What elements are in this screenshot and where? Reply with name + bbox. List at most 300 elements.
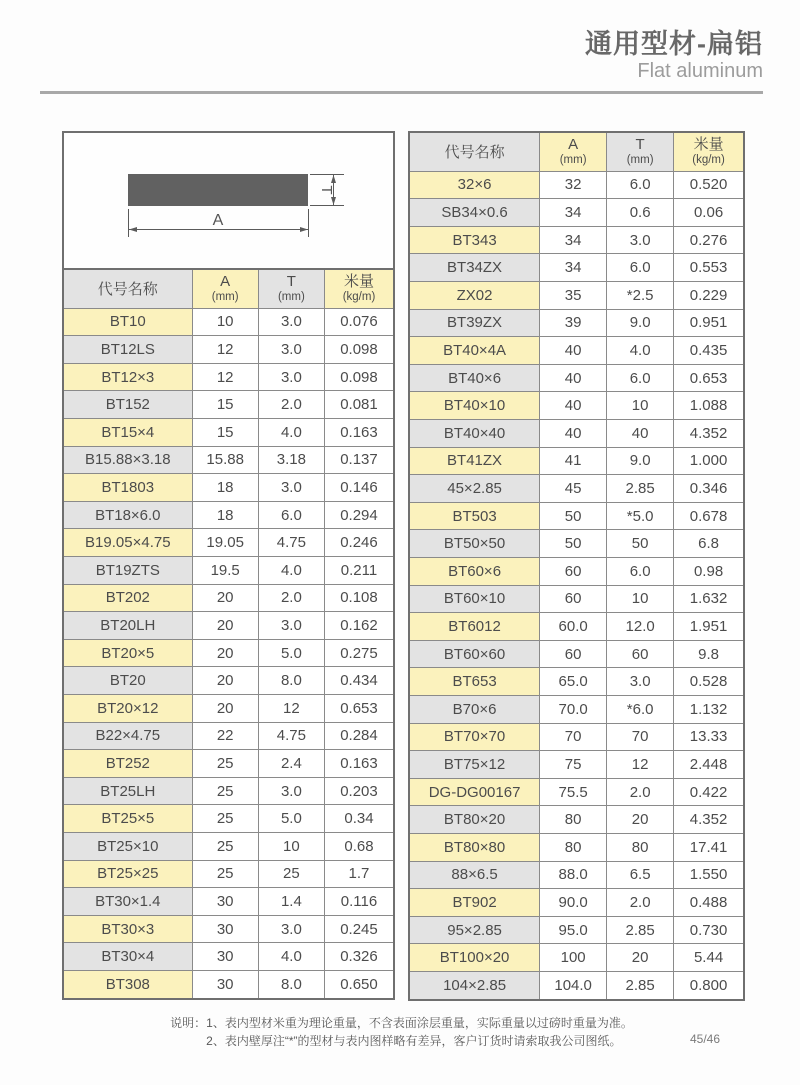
col-header-t: T (mm) (607, 132, 674, 172)
table-row (409, 806, 744, 834)
value-cell: 95.0 (540, 916, 607, 944)
value-cell: 0.229 (674, 282, 744, 310)
profile-code-cell: BT20×5 (63, 639, 192, 667)
value-cell: 15 (192, 391, 258, 419)
value-cell: 50 (540, 502, 607, 530)
value-cell: 0.098 (324, 363, 394, 391)
diagram-thickness-label: T (318, 185, 335, 195)
value-cell: 0.488 (674, 889, 744, 917)
value-cell: 0.678 (674, 502, 744, 530)
value-cell: 20 (192, 584, 258, 612)
profile-code-cell: BT20LH (63, 612, 192, 640)
value-cell: 2.0 (607, 889, 674, 917)
table-row (409, 530, 744, 558)
flat-bar-shape (128, 174, 308, 206)
profile-code-cell: BT80×80 (409, 833, 540, 861)
diagram-width-label: A (212, 211, 224, 229)
content-area (40, 131, 763, 1001)
value-cell: 18 (192, 501, 258, 529)
value-cell: 0.146 (324, 474, 394, 502)
value-cell: 18 (192, 474, 258, 502)
profile-code-cell: BT15×4 (63, 419, 192, 447)
value-cell: 3.0 (607, 226, 674, 254)
value-cell: 0.06 (674, 199, 744, 227)
value-cell: 80 (607, 833, 674, 861)
value-cell: 9.8 (674, 640, 744, 668)
profile-code-cell: B19.05×4.75 (63, 529, 192, 557)
value-cell: 4.75 (258, 529, 324, 557)
profile-code-cell: BT902 (409, 889, 540, 917)
value-cell: 5.0 (258, 639, 324, 667)
table-row (409, 558, 744, 586)
table-row (409, 282, 744, 310)
table-row (63, 970, 394, 998)
value-cell: 2.4 (258, 750, 324, 778)
value-cell: 25 (192, 750, 258, 778)
table-row (409, 751, 744, 779)
value-cell: 50 (607, 530, 674, 558)
value-cell: 88.0 (540, 861, 607, 889)
value-cell: 5.44 (674, 944, 744, 972)
value-cell: 20 (607, 806, 674, 834)
table-row (409, 944, 744, 972)
table-row (63, 750, 394, 778)
value-cell: 17.41 (674, 833, 744, 861)
spec-table-right-body (409, 171, 744, 999)
value-cell: 12 (192, 363, 258, 391)
value-cell: 20 (192, 667, 258, 695)
profile-code-cell: BT50×50 (409, 530, 540, 558)
profile-code-cell: BT25LH (63, 777, 192, 805)
table-row (409, 502, 744, 530)
value-cell: 3.0 (258, 915, 324, 943)
value-cell: 40 (607, 420, 674, 448)
value-cell: 70 (607, 723, 674, 751)
value-cell: 2.0 (258, 584, 324, 612)
profile-code-cell: BT19ZTS (63, 557, 192, 585)
profile-code-cell: BT12×3 (63, 363, 192, 391)
page-number: 45/46 (689, 1032, 720, 1046)
value-cell: 0.081 (324, 391, 394, 419)
value-cell: 40 (540, 337, 607, 365)
profile-code-cell: BT343 (409, 226, 540, 254)
value-cell: 6.0 (258, 501, 324, 529)
value-cell: 0.284 (324, 722, 394, 750)
col-header-meter-weight: 米量 (kg/m) (674, 132, 744, 172)
value-cell: 0.650 (324, 970, 394, 998)
col-header-meter-weight: 米量 (kg/m) (324, 269, 394, 309)
table-row (409, 309, 744, 337)
profile-code-cell: SB34×0.6 (409, 199, 540, 227)
value-cell: 0.108 (324, 584, 394, 612)
table-row (409, 475, 744, 503)
value-cell: 15 (192, 419, 258, 447)
value-cell: 20 (607, 944, 674, 972)
profile-code-cell: BT60×60 (409, 640, 540, 668)
value-cell: 4.0 (607, 337, 674, 365)
profile-code-cell: BT60×6 (409, 558, 540, 586)
value-cell: 40 (540, 364, 607, 392)
profile-code-cell: BT40×4A (409, 337, 540, 365)
value-cell: 25 (192, 860, 258, 888)
table-row (63, 363, 394, 391)
table-row (409, 585, 744, 613)
value-cell: 0.98 (674, 558, 744, 586)
value-cell: 20 (192, 612, 258, 640)
value-cell: 70 (540, 723, 607, 751)
value-cell: 0.326 (324, 943, 394, 971)
value-cell: 60 (540, 640, 607, 668)
value-cell: 80 (540, 806, 607, 834)
profile-code-cell: BT12LS (63, 336, 192, 364)
col-header-code: 代号名称 (63, 269, 192, 309)
profile-code-cell: BT40×10 (409, 392, 540, 420)
value-cell: 1.132 (674, 695, 744, 723)
profile-code-cell: BT202 (63, 584, 192, 612)
value-cell: 25 (258, 860, 324, 888)
value-cell: 12 (258, 695, 324, 723)
value-cell: 9.0 (607, 309, 674, 337)
value-cell: 10 (607, 585, 674, 613)
table-row (63, 832, 394, 860)
value-cell: 1.550 (674, 861, 744, 889)
value-cell: 5.0 (258, 805, 324, 833)
value-cell: 104.0 (540, 971, 607, 999)
table-row (63, 446, 394, 474)
table-row (409, 833, 744, 861)
right-column (408, 131, 745, 1001)
value-cell: 100 (540, 944, 607, 972)
table-row (409, 723, 744, 751)
profile-code-cell: DG-DG00167 (409, 778, 540, 806)
value-cell: 0.162 (324, 612, 394, 640)
value-cell: 35 (540, 282, 607, 310)
value-cell: 0.653 (674, 364, 744, 392)
col-header-t: T (mm) (258, 269, 324, 309)
spec-table-left (62, 268, 395, 1000)
table-row (409, 254, 744, 282)
table-row (409, 226, 744, 254)
value-cell: 0.076 (324, 308, 394, 336)
value-cell: 70.0 (540, 695, 607, 723)
table-row (63, 639, 394, 667)
value-cell: 15.88 (192, 446, 258, 474)
value-cell: 32 (540, 171, 607, 199)
value-cell: 12.0 (607, 613, 674, 641)
value-cell: 3.0 (258, 474, 324, 502)
value-cell: 1.4 (258, 888, 324, 916)
note-line-1: 说明：1、表内型材米重为理论重量，不含表面涂层重量，实际重量以过磅时重量为准。 (170, 1015, 633, 1030)
value-cell: *5.0 (607, 502, 674, 530)
table-row (409, 971, 744, 999)
value-cell: 0.275 (324, 639, 394, 667)
value-cell: 0.553 (674, 254, 744, 282)
profile-code-cell: 88×6.5 (409, 861, 540, 889)
value-cell: 3.0 (258, 336, 324, 364)
left-column (62, 131, 395, 1000)
table-row (409, 640, 744, 668)
col-header-a: A (mm) (192, 269, 258, 309)
profile-code-cell: 45×2.85 (409, 475, 540, 503)
value-cell: 6.8 (674, 530, 744, 558)
value-cell: 6.0 (607, 558, 674, 586)
profile-code-cell: BT308 (63, 970, 192, 998)
value-cell: 0.245 (324, 915, 394, 943)
value-cell: 60 (540, 585, 607, 613)
table-row (63, 419, 394, 447)
value-cell: 0.520 (674, 171, 744, 199)
value-cell: 6.0 (607, 254, 674, 282)
value-cell: 0.68 (324, 832, 394, 860)
profile-code-cell: BT252 (63, 750, 192, 778)
value-cell: 0.246 (324, 529, 394, 557)
value-cell: 19.5 (192, 557, 258, 585)
profile-code-cell: BT60×10 (409, 585, 540, 613)
value-cell: 4.75 (258, 722, 324, 750)
profile-code-cell: BT70×70 (409, 723, 540, 751)
value-cell: 50 (540, 530, 607, 558)
value-cell: 1.632 (674, 585, 744, 613)
value-cell: 0.211 (324, 557, 394, 585)
value-cell: 30 (192, 915, 258, 943)
value-cell: 40 (540, 392, 607, 420)
value-cell: 8.0 (258, 667, 324, 695)
value-cell: 0.163 (324, 419, 394, 447)
value-cell: 3.0 (258, 777, 324, 805)
value-cell: 3.18 (258, 446, 324, 474)
profile-code-cell: 32×6 (409, 171, 540, 199)
profile-code-cell: BT20 (63, 667, 192, 695)
table-row (63, 529, 394, 557)
profile-code-cell: BT25×10 (63, 832, 192, 860)
profile-code-cell: B15.88×3.18 (63, 446, 192, 474)
value-cell: 3.0 (607, 668, 674, 696)
page-subtitle: Flat aluminum (637, 59, 763, 82)
value-cell: 3.0 (258, 363, 324, 391)
profile-cross-section-diagram (62, 131, 395, 268)
table-row (63, 888, 394, 916)
value-cell: 22 (192, 722, 258, 750)
value-cell: 0.346 (674, 475, 744, 503)
table-row (409, 420, 744, 448)
value-cell: 6.0 (607, 171, 674, 199)
value-cell: 6.5 (607, 861, 674, 889)
flat-bar-drawing (64, 133, 393, 268)
value-cell: 30 (192, 888, 258, 916)
value-cell: 2.448 (674, 751, 744, 779)
note-line-2: 2、表内壁厚注“*”的型材与表内图样略有差异，客户订货时请索取我公司图纸。 (206, 1034, 622, 1049)
table-row (409, 695, 744, 723)
table-row (409, 668, 744, 696)
value-cell: 0.098 (324, 336, 394, 364)
value-cell: 1.951 (674, 613, 744, 641)
profile-code-cell: BT30×4 (63, 943, 192, 971)
profile-code-cell: B70×6 (409, 695, 540, 723)
value-cell: 10 (258, 832, 324, 860)
profile-code-cell: BT10 (63, 308, 192, 336)
value-cell: 4.352 (674, 420, 744, 448)
value-cell: 30 (192, 943, 258, 971)
value-cell: 39 (540, 309, 607, 337)
header-row (63, 269, 394, 309)
value-cell: 80 (540, 833, 607, 861)
value-cell: 90.0 (540, 889, 607, 917)
value-cell: 0.34 (324, 805, 394, 833)
profile-code-cell: BT20×12 (63, 695, 192, 723)
value-cell: 4.0 (258, 557, 324, 585)
value-cell: 40 (540, 420, 607, 448)
page-title: 通用型材-扁铝 (585, 29, 763, 59)
table-row (63, 584, 394, 612)
table-row (409, 861, 744, 889)
table-row (409, 916, 744, 944)
value-cell: 65.0 (540, 668, 607, 696)
profile-code-cell: BT30×1.4 (63, 888, 192, 916)
table-row (409, 199, 744, 227)
value-cell: 0.203 (324, 777, 394, 805)
table-row (63, 805, 394, 833)
value-cell: 2.85 (607, 916, 674, 944)
table-row (409, 337, 744, 365)
value-cell: 1.7 (324, 860, 394, 888)
profile-code-cell: BT503 (409, 502, 540, 530)
value-cell: 30 (192, 970, 258, 998)
value-cell: 25 (192, 805, 258, 833)
profile-code-cell: ZX02 (409, 282, 540, 310)
value-cell: 34 (540, 254, 607, 282)
value-cell: 0.653 (324, 695, 394, 723)
value-cell: 0.435 (674, 337, 744, 365)
value-cell: 0.951 (674, 309, 744, 337)
profile-code-cell: B22×4.75 (63, 722, 192, 750)
table-row (63, 667, 394, 695)
value-cell: 0.276 (674, 226, 744, 254)
value-cell: 6.0 (607, 364, 674, 392)
profile-code-cell: 104×2.85 (409, 971, 540, 999)
profile-code-cell: BT40×40 (409, 420, 540, 448)
value-cell: 12 (607, 751, 674, 779)
table-row (409, 889, 744, 917)
table-row (63, 501, 394, 529)
value-cell: 12 (192, 336, 258, 364)
profile-code-cell: BT25×25 (63, 860, 192, 888)
value-cell: 9.0 (607, 447, 674, 475)
value-cell: 2.85 (607, 971, 674, 999)
profile-code-cell: BT1803 (63, 474, 192, 502)
value-cell: 0.163 (324, 750, 394, 778)
table-row (63, 915, 394, 943)
value-cell: 20 (192, 639, 258, 667)
profile-code-cell: BT30×3 (63, 915, 192, 943)
profile-code-cell: 95×2.85 (409, 916, 540, 944)
notes (170, 1014, 633, 1051)
value-cell: 0.422 (674, 778, 744, 806)
value-cell: 34 (540, 226, 607, 254)
value-cell: 34 (540, 199, 607, 227)
table-row (409, 613, 744, 641)
value-cell: 4.0 (258, 943, 324, 971)
table-row (63, 391, 394, 419)
value-cell: 4.0 (258, 419, 324, 447)
profile-code-cell: BT18×6.0 (63, 501, 192, 529)
table-row (63, 722, 394, 750)
value-cell: 13.33 (674, 723, 744, 751)
value-cell: 0.137 (324, 446, 394, 474)
value-cell: 75.5 (540, 778, 607, 806)
value-cell: 0.730 (674, 916, 744, 944)
table-row (409, 447, 744, 475)
profile-code-cell: BT34ZX (409, 254, 540, 282)
value-cell: 0.434 (324, 667, 394, 695)
value-cell: 60 (540, 558, 607, 586)
table-row (63, 612, 394, 640)
table-row (409, 364, 744, 392)
value-cell: 3.0 (258, 308, 324, 336)
col-header-a: A (mm) (540, 132, 607, 172)
value-cell: 2.0 (607, 778, 674, 806)
table-row (63, 308, 394, 336)
table-row (409, 392, 744, 420)
value-cell: 0.6 (607, 199, 674, 227)
value-cell: 25 (192, 777, 258, 805)
value-cell: 41 (540, 447, 607, 475)
table-row (409, 171, 744, 199)
value-cell: 3.0 (258, 612, 324, 640)
table-row (63, 943, 394, 971)
value-cell: 0.528 (674, 668, 744, 696)
table-row (63, 336, 394, 364)
col-header-code: 代号名称 (409, 132, 540, 172)
value-cell: 10 (192, 308, 258, 336)
table-row (63, 860, 394, 888)
profile-code-cell: BT39ZX (409, 309, 540, 337)
value-cell: 20 (192, 695, 258, 723)
value-cell: 45 (540, 475, 607, 503)
value-cell: 19.05 (192, 529, 258, 557)
value-cell: 0.294 (324, 501, 394, 529)
value-cell: 10 (607, 392, 674, 420)
value-cell: 4.352 (674, 806, 744, 834)
value-cell: 1.000 (674, 447, 744, 475)
value-cell: 60.0 (540, 613, 607, 641)
table-row (63, 474, 394, 502)
value-cell: 0.800 (674, 971, 744, 999)
value-cell: 75 (540, 751, 607, 779)
spec-table-left-body (63, 308, 394, 998)
value-cell: 2.85 (607, 475, 674, 503)
value-cell: 1.088 (674, 392, 744, 420)
profile-code-cell: BT75×12 (409, 751, 540, 779)
profile-code-cell: BT6012 (409, 613, 540, 641)
table-row (63, 557, 394, 585)
table-row (63, 695, 394, 723)
spec-table-right (408, 131, 745, 1001)
profile-code-cell: BT41ZX (409, 447, 540, 475)
profile-code-cell: BT152 (63, 391, 192, 419)
profile-code-cell: BT25×5 (63, 805, 192, 833)
value-cell: 25 (192, 832, 258, 860)
value-cell: 60 (607, 640, 674, 668)
profile-code-cell: BT653 (409, 668, 540, 696)
value-cell: *6.0 (607, 695, 674, 723)
header-row (409, 132, 744, 172)
value-cell: 0.116 (324, 888, 394, 916)
table-row (63, 777, 394, 805)
profile-code-cell: BT80×20 (409, 806, 540, 834)
table-row (409, 778, 744, 806)
profile-code-cell: BT40×6 (409, 364, 540, 392)
value-cell: 2.0 (258, 391, 324, 419)
